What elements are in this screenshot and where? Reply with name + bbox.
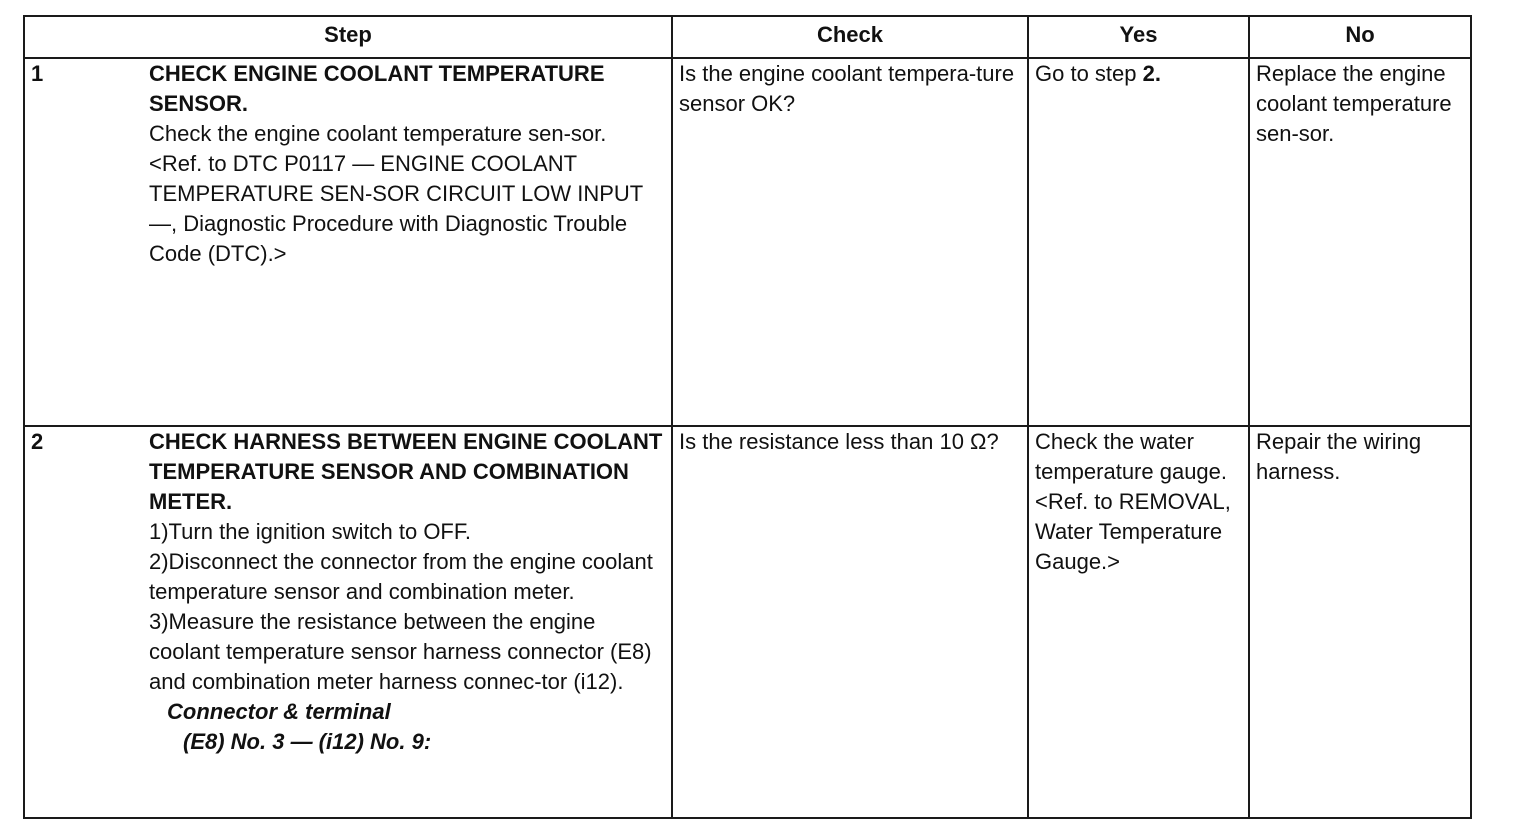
step-cell <box>24 58 672 426</box>
check-cell: Is the resistance less than 10 Ω? <box>672 426 1028 818</box>
step-instruction: 1)Turn the ignition switch to OFF. <box>149 519 471 544</box>
yes-cell <box>1028 58 1249 426</box>
header-check: Check <box>672 16 1028 58</box>
no-cell: Replace the engine coolant temperature sen-sor. <box>1249 58 1471 426</box>
diagnostic-table <box>23 15 1472 819</box>
yes-cell: Check the water temperature gauge. <Ref. to REMOVAL, Water Temperature Gauge.> <box>1028 426 1249 818</box>
step-number: 1 <box>31 61 44 86</box>
no-cell: Repair the wiring harness. <box>1249 426 1471 818</box>
yes-step-ref: 2. <box>1142 61 1161 86</box>
yes-text: Go to step <box>1035 61 1143 86</box>
step-cell <box>24 426 672 818</box>
header-step: Step <box>24 16 672 58</box>
step-title: CHECK HARNESS BETWEEN ENGINE COOLANT TEMPERATURE SENSOR AND COMBINATION METER. <box>149 429 663 514</box>
step-instruction: 2)Disconnect the connector from the engine coolant temperature sensor and combination meter. <box>149 549 653 604</box>
check-cell: Is the engine coolant tempera-ture sensor OK? <box>672 58 1028 426</box>
step-body: Check the engine coolant temperature sen-sor. <Ref. to DTC P0117 — ENGINE COOLANT TEMPERATURE SEN-SOR CIRCUIT LOW INPUT —, Diagnostic Procedure with Diagnostic Trouble Code (DTC).> <box>149 121 643 266</box>
step-number: 2 <box>31 429 44 454</box>
header-no: No <box>1249 16 1471 58</box>
header-yes: Yes <box>1028 16 1249 58</box>
step-title: CHECK ENGINE COOLANT TEMPERATURE SENSOR. <box>149 61 605 116</box>
table-row <box>24 426 1471 818</box>
table-row <box>24 58 1471 426</box>
step-instruction: 3)Measure the resistance between the engine coolant temperature sensor harness connector (E8) and combination meter harness connec-tor (i12). <box>149 609 652 694</box>
connector-value: (E8) No. 3 — (i12) No. 9: <box>183 729 432 754</box>
header-row <box>24 16 1471 58</box>
connector-label: Connector & terminal <box>167 699 391 724</box>
